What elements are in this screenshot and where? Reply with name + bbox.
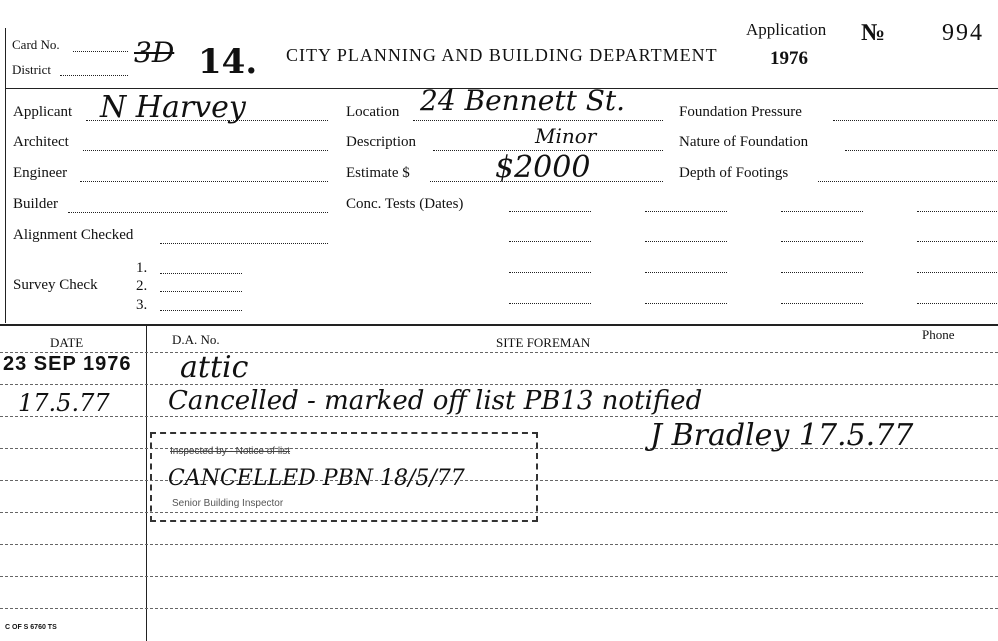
survey-line-2 [160,291,242,292]
foundation-pressure-line [833,120,997,121]
conc-line [645,211,727,212]
row-1-entry: attic [180,350,249,385]
conc-tests-label: Conc. Tests (Dates) [346,196,464,212]
nature-foundation-line [845,150,997,151]
application-year: 1976 [770,48,808,69]
department-title: CITY PLANNING AND BUILDING DEPARTMENT [286,45,718,65]
description-value: Minor [535,124,597,148]
number-sign: № [861,20,886,46]
conc-line [917,272,997,273]
card-no-value: 14. [198,42,258,82]
conc-line [917,211,997,212]
conc-line [509,241,591,242]
engineer-label: Engineer [13,165,68,181]
description-label: Description [346,134,416,150]
survey-line-1 [160,273,242,274]
depth-footings-label: Depth of Footings [679,165,789,181]
da-no-header: D.A. No. [172,332,220,347]
survey-num-2: 2. [136,278,148,294]
district-label: District [12,62,51,77]
applicant-label: Applicant [13,104,73,120]
table-row-line [0,384,998,385]
conc-line [781,241,863,242]
engineer-line [80,181,328,182]
conc-line [917,241,997,242]
table-row-line [0,576,998,577]
site-foreman-header: SITE FOREMAN [496,335,591,350]
stamp-cancelled-text: CANCELLED PBN 18/5/77 [168,466,465,491]
date-header: DATE [50,335,84,350]
survey-line-3 [160,310,242,311]
phone-header: Phone [922,327,955,342]
district-line [60,75,128,76]
conc-line [781,303,863,304]
date-column-divider [146,325,147,641]
stamp-bottom-text: Senior Building Inspector [172,498,284,509]
cancelled-stamp [150,432,538,522]
foundation-pressure-label: Foundation Pressure [679,104,802,120]
conc-line [509,303,591,304]
print-code: C OF S 6760 TS [5,624,57,631]
application-label: Application [746,20,827,39]
conc-line [645,303,727,304]
card-no-line [73,51,128,52]
architect-label: Architect [13,134,69,150]
depth-footings-line [818,181,997,182]
builder-label: Builder [13,196,58,212]
survey-num-3: 3. [136,297,148,313]
conc-line [509,272,591,273]
architect-line [83,150,328,151]
table-top-rule [0,324,998,326]
nature-foundation-label: Nature of Foundation [679,134,809,150]
row-1-date: 23 SEP 1976 [3,353,132,375]
table-row-line [0,608,998,609]
applicant-value: N Harvey [100,90,246,125]
table-row-line [0,544,998,545]
conc-line [645,272,727,273]
left-border [5,28,6,323]
application-number: 994 [942,20,984,46]
conc-line [645,241,727,242]
stamp-top-text: Inspected by · Notice of list [170,446,291,457]
conc-line [781,211,863,212]
alignment-label: Alignment Checked [13,227,134,243]
builder-line [68,212,328,213]
table-row-line [0,352,998,353]
estimate-value: $2000 [495,150,591,185]
table-row-line [0,416,998,417]
card-no-label: Card No. [12,37,60,52]
signature: J Bradley 17.5.77 [650,418,914,453]
conc-line [917,303,997,304]
conc-line [781,272,863,273]
conc-line [509,211,591,212]
card-no-struck: 3D [134,36,175,69]
location-label: Location [346,104,400,120]
location-value: 24 Bennett St. [420,84,626,117]
estimate-label: Estimate $ [346,165,410,181]
alignment-line [160,243,328,244]
survey-label: Survey Check [13,277,98,293]
row-2-entry: Cancelled - marked off list PB13 notified [168,386,703,416]
survey-num-1: 1. [136,260,148,276]
location-line [413,120,663,121]
row-2-date: 17.5.77 [18,389,110,417]
